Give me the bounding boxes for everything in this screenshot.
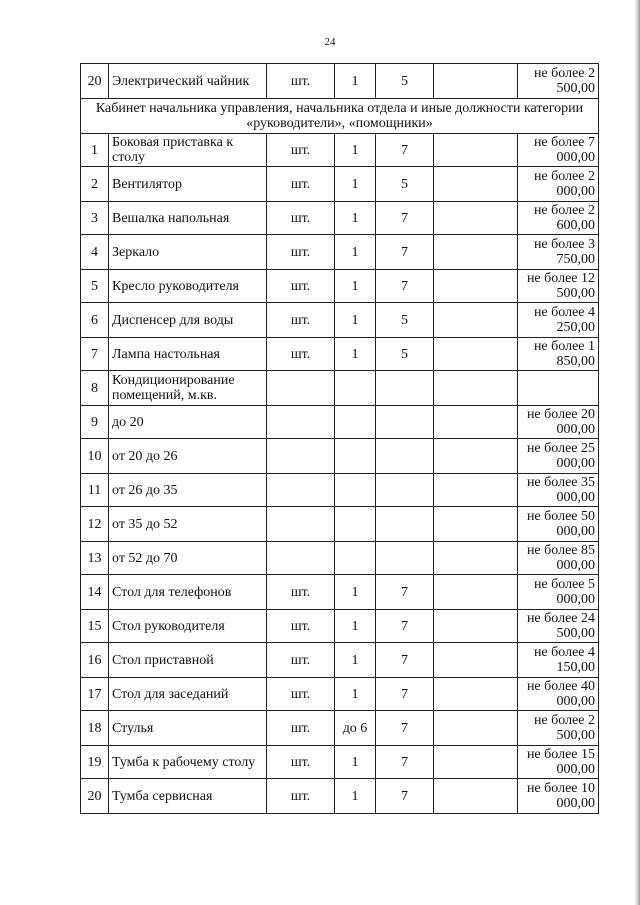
item-name: от 52 до 70 xyxy=(109,542,267,575)
unit-cell: шт. xyxy=(267,746,335,779)
item-name: Кондиционирование помещений, м.кв. xyxy=(109,371,267,406)
price-cell: не более 40 000,00 xyxy=(518,678,599,711)
row-number: 13 xyxy=(81,542,109,575)
item-name: Кресло руководителя xyxy=(109,270,267,303)
quantity-cell: 1 xyxy=(335,575,376,610)
table-row xyxy=(81,235,599,270)
quantity-cell: 1 xyxy=(335,134,376,167)
quantity-cell: 1 xyxy=(335,678,376,711)
service-term-cell: 7 xyxy=(376,678,434,711)
quantity-cell: до 6 xyxy=(335,711,376,746)
unit-cell xyxy=(267,507,335,542)
quantity-cell: 1 xyxy=(335,235,376,270)
unit-cell: шт. xyxy=(267,643,335,678)
row-number: 18 xyxy=(81,711,109,746)
price-cell: не более 24 500,00 xyxy=(518,610,599,643)
service-term-cell: 7 xyxy=(376,610,434,643)
page-edge-shadow xyxy=(634,0,640,905)
table-row xyxy=(81,746,599,779)
empty-cell xyxy=(434,406,518,439)
service-term-cell xyxy=(376,474,434,507)
unit-cell: шт. xyxy=(267,338,335,371)
service-term-cell: 5 xyxy=(376,167,434,202)
table-row xyxy=(81,64,599,99)
table-row xyxy=(81,167,599,202)
row-number: 4 xyxy=(81,235,109,270)
quantity-cell xyxy=(335,406,376,439)
row-number: 19 xyxy=(81,746,109,779)
unit-cell xyxy=(267,542,335,575)
empty-cell xyxy=(434,610,518,643)
unit-cell xyxy=(267,439,335,474)
unit-cell: шт. xyxy=(267,134,335,167)
price-cell: не более 15 000,00 xyxy=(518,746,599,779)
item-name: Боковая приставка к столу xyxy=(109,134,267,167)
price-cell: не более 12 500,00 xyxy=(518,270,599,303)
price-cell: не более 7 000,00 xyxy=(518,134,599,167)
service-term-cell xyxy=(376,542,434,575)
row-number: 2 xyxy=(81,167,109,202)
price-cell: не более 3 750,00 xyxy=(518,235,599,270)
empty-cell xyxy=(434,303,518,338)
table-row xyxy=(81,575,599,610)
empty-cell xyxy=(434,474,518,507)
service-term-cell: 7 xyxy=(376,711,434,746)
quantity-cell xyxy=(335,371,376,406)
price-cell: не более 2 000,00 xyxy=(518,167,599,202)
unit-cell: шт. xyxy=(267,270,335,303)
service-term-cell: 7 xyxy=(376,270,434,303)
row-number: 3 xyxy=(81,202,109,235)
section-header-row xyxy=(81,99,599,134)
empty-cell xyxy=(434,711,518,746)
row-number: 9 xyxy=(81,406,109,439)
empty-cell xyxy=(434,439,518,474)
service-term-cell xyxy=(376,507,434,542)
table-row xyxy=(81,134,599,167)
unit-cell: шт. xyxy=(267,303,335,338)
row-number: 11 xyxy=(81,474,109,507)
item-name: до 20 xyxy=(109,406,267,439)
item-name: Стол для телефонов xyxy=(109,575,267,610)
service-term-cell: 5 xyxy=(376,64,434,99)
row-number: 14 xyxy=(81,575,109,610)
unit-cell: шт. xyxy=(267,779,335,814)
service-term-cell: 7 xyxy=(376,643,434,678)
empty-cell xyxy=(434,746,518,779)
empty-cell xyxy=(434,371,518,406)
item-name: от 26 до 35 xyxy=(109,474,267,507)
quantity-cell: 1 xyxy=(335,64,376,99)
row-number: 16 xyxy=(81,643,109,678)
service-term-cell xyxy=(376,406,434,439)
unit-cell: шт. xyxy=(267,678,335,711)
quantity-cell: 1 xyxy=(335,167,376,202)
row-number: 15 xyxy=(81,610,109,643)
quantity-cell xyxy=(335,507,376,542)
empty-cell xyxy=(434,202,518,235)
empty-cell xyxy=(434,507,518,542)
empty-cell xyxy=(434,575,518,610)
page-number: 24 xyxy=(324,36,336,48)
price-cell: не более 25 000,00 xyxy=(518,439,599,474)
row-number: 20 xyxy=(81,64,109,99)
service-term-cell: 5 xyxy=(376,338,434,371)
service-term-cell: 7 xyxy=(376,779,434,814)
price-cell: не более 4 150,00 xyxy=(518,643,599,678)
row-number: 12 xyxy=(81,507,109,542)
row-number: 5 xyxy=(81,270,109,303)
price-cell: не более 20 000,00 xyxy=(518,406,599,439)
row-number: 6 xyxy=(81,303,109,338)
table-row xyxy=(81,303,599,338)
quantity-cell: 1 xyxy=(335,779,376,814)
empty-cell xyxy=(434,235,518,270)
item-name: Зеркало xyxy=(109,235,267,270)
quantity-cell: 1 xyxy=(335,610,376,643)
table-row xyxy=(81,338,599,371)
price-cell: не более 1 850,00 xyxy=(518,338,599,371)
quantity-cell: 1 xyxy=(335,643,376,678)
quantity-cell: 1 xyxy=(335,303,376,338)
price-cell: не более 35 000,00 xyxy=(518,474,599,507)
service-term-cell: 7 xyxy=(376,235,434,270)
quantity-cell: 1 xyxy=(335,746,376,779)
service-term-cell: 7 xyxy=(376,575,434,610)
unit-cell xyxy=(267,406,335,439)
empty-cell xyxy=(434,167,518,202)
service-term-cell: 5 xyxy=(376,303,434,338)
empty-cell xyxy=(434,338,518,371)
empty-cell xyxy=(434,64,518,99)
table-row xyxy=(81,406,599,439)
row-number: 7 xyxy=(81,338,109,371)
empty-cell xyxy=(434,643,518,678)
price-cell: не более 5 000,00 xyxy=(518,575,599,610)
service-term-cell xyxy=(376,439,434,474)
item-name: Тумба сервисная xyxy=(109,779,267,814)
table-row xyxy=(81,202,599,235)
unit-cell: шт. xyxy=(267,575,335,610)
row-number: 8 xyxy=(81,371,109,406)
quantity-cell: 1 xyxy=(335,270,376,303)
price-cell: не более 50 000,00 xyxy=(518,507,599,542)
section-title: Кабинет начальника управления, начальника отдела и иные должности категории «руководители», «помощники» xyxy=(81,99,599,134)
row-number: 20 xyxy=(81,779,109,814)
price-cell: не более 85 000,00 xyxy=(518,542,599,575)
price-cell: не более 10 000,00 xyxy=(518,779,599,814)
item-name: Стулья xyxy=(109,711,267,746)
table-row xyxy=(81,711,599,746)
service-term-cell: 7 xyxy=(376,202,434,235)
service-term-cell xyxy=(376,371,434,406)
item-name: Лампа настольная xyxy=(109,338,267,371)
row-number: 17 xyxy=(81,678,109,711)
price-cell: не более 2 500,00 xyxy=(518,64,599,99)
item-name: Вешалка напольная xyxy=(109,202,267,235)
empty-cell xyxy=(434,542,518,575)
item-name: Тумба к рабочему столу xyxy=(109,746,267,779)
table-row xyxy=(81,270,599,303)
table-row xyxy=(81,779,599,814)
price-cell: не более 2 600,00 xyxy=(518,202,599,235)
table-row xyxy=(81,542,599,575)
table-row xyxy=(81,439,599,474)
unit-cell: шт. xyxy=(267,167,335,202)
unit-cell xyxy=(267,371,335,406)
table-row xyxy=(81,610,599,643)
table-row xyxy=(81,474,599,507)
empty-cell xyxy=(434,779,518,814)
quantity-cell: 1 xyxy=(335,338,376,371)
row-number: 10 xyxy=(81,439,109,474)
quantity-cell: 1 xyxy=(335,202,376,235)
item-name: Стол для заседаний xyxy=(109,678,267,711)
unit-cell: шт. xyxy=(267,610,335,643)
price-cell: не более 2 500,00 xyxy=(518,711,599,746)
item-name: от 20 до 26 xyxy=(109,439,267,474)
item-name: Диспенсер для воды xyxy=(109,303,267,338)
price-cell: не более 4 250,00 xyxy=(518,303,599,338)
item-name: Стол руководителя xyxy=(109,610,267,643)
price-cell xyxy=(518,371,599,406)
empty-cell xyxy=(434,270,518,303)
empty-cell xyxy=(434,134,518,167)
unit-cell: шт. xyxy=(267,64,335,99)
item-name: Электрический чайник xyxy=(109,64,267,99)
service-term-cell: 7 xyxy=(376,134,434,167)
unit-cell: шт. xyxy=(267,235,335,270)
service-term-cell: 7 xyxy=(376,746,434,779)
table-row xyxy=(81,678,599,711)
table-row xyxy=(81,643,599,678)
unit-cell: шт. xyxy=(267,202,335,235)
item-name: от 35 до 52 xyxy=(109,507,267,542)
unit-cell xyxy=(267,474,335,507)
quantity-cell xyxy=(335,474,376,507)
quantity-cell xyxy=(335,542,376,575)
table-row xyxy=(81,371,599,406)
empty-cell xyxy=(434,678,518,711)
table-row xyxy=(81,507,599,542)
item-name: Вентилятор xyxy=(109,167,267,202)
furniture-norms-table xyxy=(80,63,599,814)
row-number: 1 xyxy=(81,134,109,167)
item-name: Стол приставной xyxy=(109,643,267,678)
quantity-cell xyxy=(335,439,376,474)
unit-cell: шт. xyxy=(267,711,335,746)
